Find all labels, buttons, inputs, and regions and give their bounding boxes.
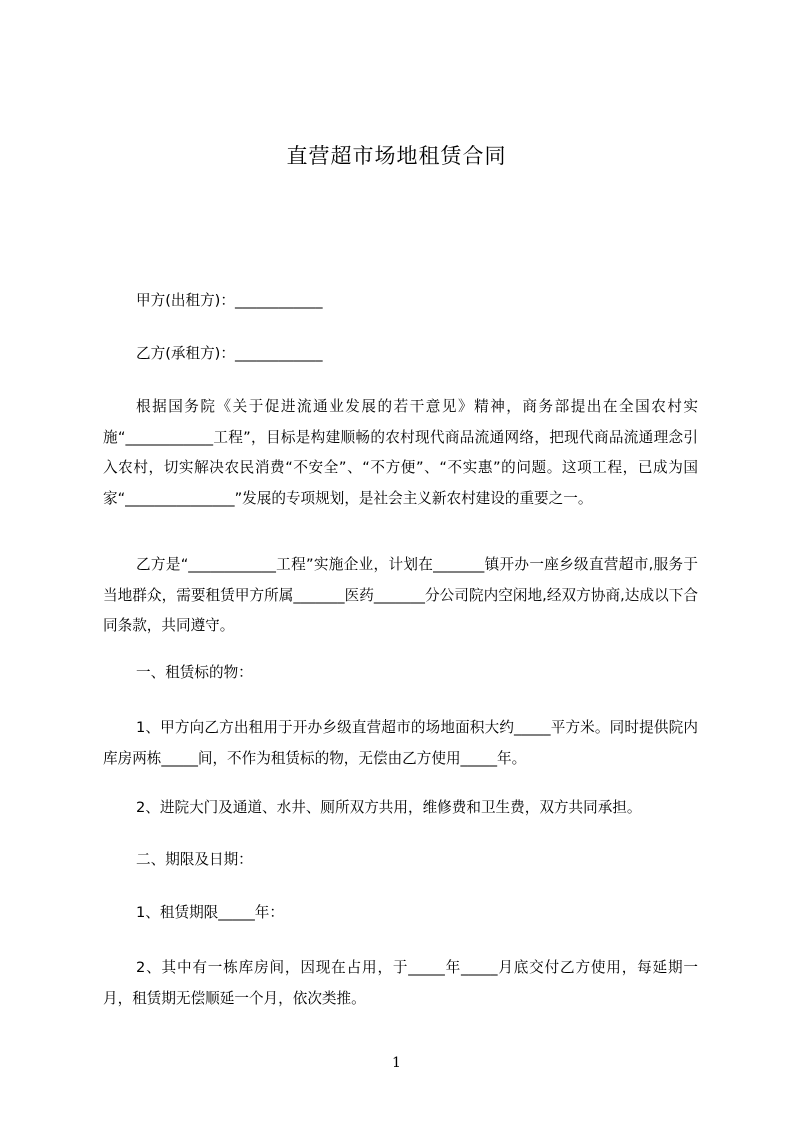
party-b-line: 乙方(承租方)：____________ [136, 345, 323, 362]
section-1-heading: 一、租赁标的物： [136, 664, 253, 681]
party-a-line: 甲方(出租方)：____________ [136, 292, 323, 309]
party-b-intro-paragraph: 乙方是“____________工程”实施企业，计划在_______镇开办一座乡级直营超市,服务于当地群众，需要租赁甲方所属_______医药_______分公司院内空闲地,经双方协商,达成以下合同条款，共同遵守。 [103, 556, 698, 634]
clause-1-1: 1、甲方向乙方出租用于开办乡级直营超市的场地面积大约_____平方米。同时提供院内库房两栋_____间，不作为租赁标的物，无偿由乙方使用_____年。 [103, 719, 698, 767]
section-2-heading: 二、期限及日期： [136, 851, 253, 868]
page-number: 1 [392, 1055, 401, 1071]
document-title: 直营超市场地租赁合同 [286, 144, 507, 168]
clause-1-2: 2、进院大门及通道、水井、厕所双方共用，维修费和卫生费，双方共同承担。 [136, 799, 642, 816]
background-paragraph: 根据国务院《关于促进流通业发展的若干意见》精神，商务部提出在全国农村实施“____________工程”，目标是构建顺畅的农村现代商品流通网络，把现代商品流通理念引入农村，切实解决农民消费“不安全”、“不方便”、“不实惠”的问题。这项工程，已成为国家“_______________”发展的专项规划，是社会主义新农村建设的重要之一。 [103, 398, 698, 507]
clause-2-2: 2、其中有一栋库房间，因现在占用，于_____年_____月底交付乙方使用，每延期一月，租赁期无偿顺延一个月，依次类推。 [103, 959, 698, 1007]
clause-2-1: 1、租赁期限_____年： [136, 904, 284, 921]
